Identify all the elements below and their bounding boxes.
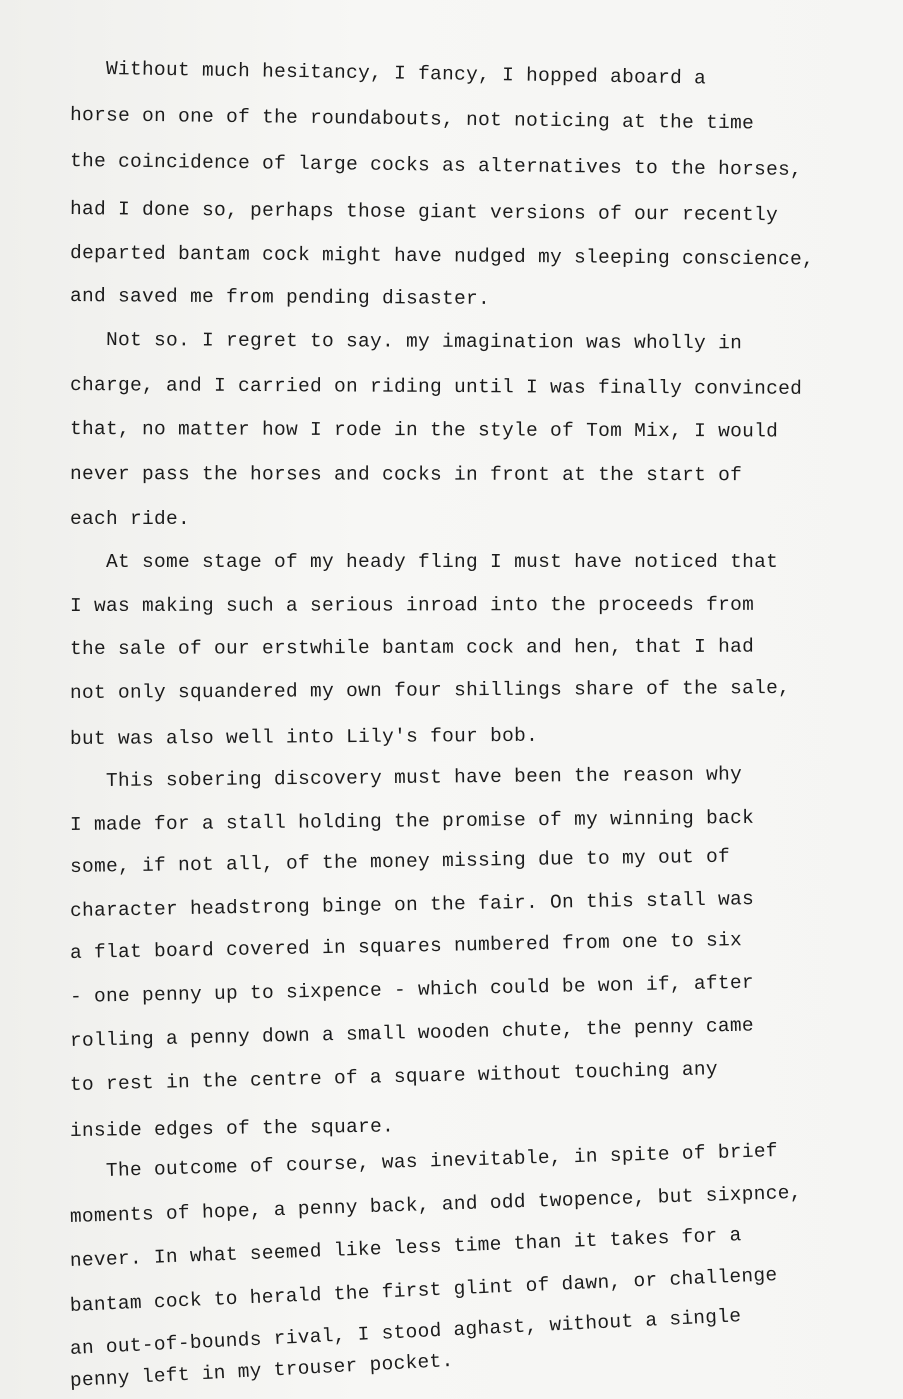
text-line: a flat board covered in squares numbered from one to six [69,929,743,964]
text-line: Without much hesitancy, I fancy, I hopped aboard a [105,58,707,90]
text-line: never. In what seemed like less time than it takes for a [69,1224,743,1272]
text-line: character headstrong binge on the fair. On this stall was [69,888,755,922]
text-line: charge, and I carried on riding until I was finally convinced [69,374,803,400]
text-line: to rest in the centre of a square without touching any [69,1058,719,1096]
text-line: I was making such a serious inroad into the proceeds from [69,593,755,617]
text-line: - one penny up to sixpence - which could be won if, after [69,971,755,1008]
text-line: I made for a stall holding the promise of my winning back [69,806,755,836]
text-line: each ride. [70,508,191,530]
text-line: horse on one of the roundabouts, not noticing at the time [69,104,755,135]
text-line: an out-of-bounds rival, I stood aghast, without a single [69,1305,742,1360]
text-line: At some stage of my heady fling I must have noticed that [106,551,779,573]
text-line: not only squandered my own four shillings share of the sale, [69,676,791,704]
text-line: moments of hope, a penny back, and odd twopence, but sixpnce, [69,1181,803,1228]
text-line: This sobering discovery must have been the reason why [105,763,743,792]
text-line: inside edges of the square. [69,1115,395,1142]
text-line: Not so. I regret to say. my imagination was wholly in [105,329,743,355]
text-line: some, if not all, of the money missing due to my out of [69,845,731,878]
text-line: and saved me from pending disaster. [69,285,491,310]
text-line: the sale of our erstwhile bantam cock and hen, that I had [69,635,755,660]
text-line: bantam cock to herald the first glint of dawn, or challenge [69,1264,778,1317]
text-line: the coincidence of large cocks as alternatives to the horses, [69,150,803,181]
text-line: but was also well into Lily's four bob. [69,724,539,750]
text-line: The outcome of course, was inevitable, in spite of brief [105,1140,779,1182]
text-line: penny left in my trouser pocket. [69,1349,455,1392]
text-line: departed bantam cock might have nudged my sleeping conscience, [69,242,815,271]
text-line: never pass the horses and cocks in front at the start of [69,463,743,487]
text-line: that, no matter how I rode in the style of Tom Mix, I would [69,418,779,443]
text-line: rolling a penny down a small wooden chute, the penny came [69,1014,755,1052]
text-line: had I done so, perhaps those giant versions of our recently [69,198,779,227]
